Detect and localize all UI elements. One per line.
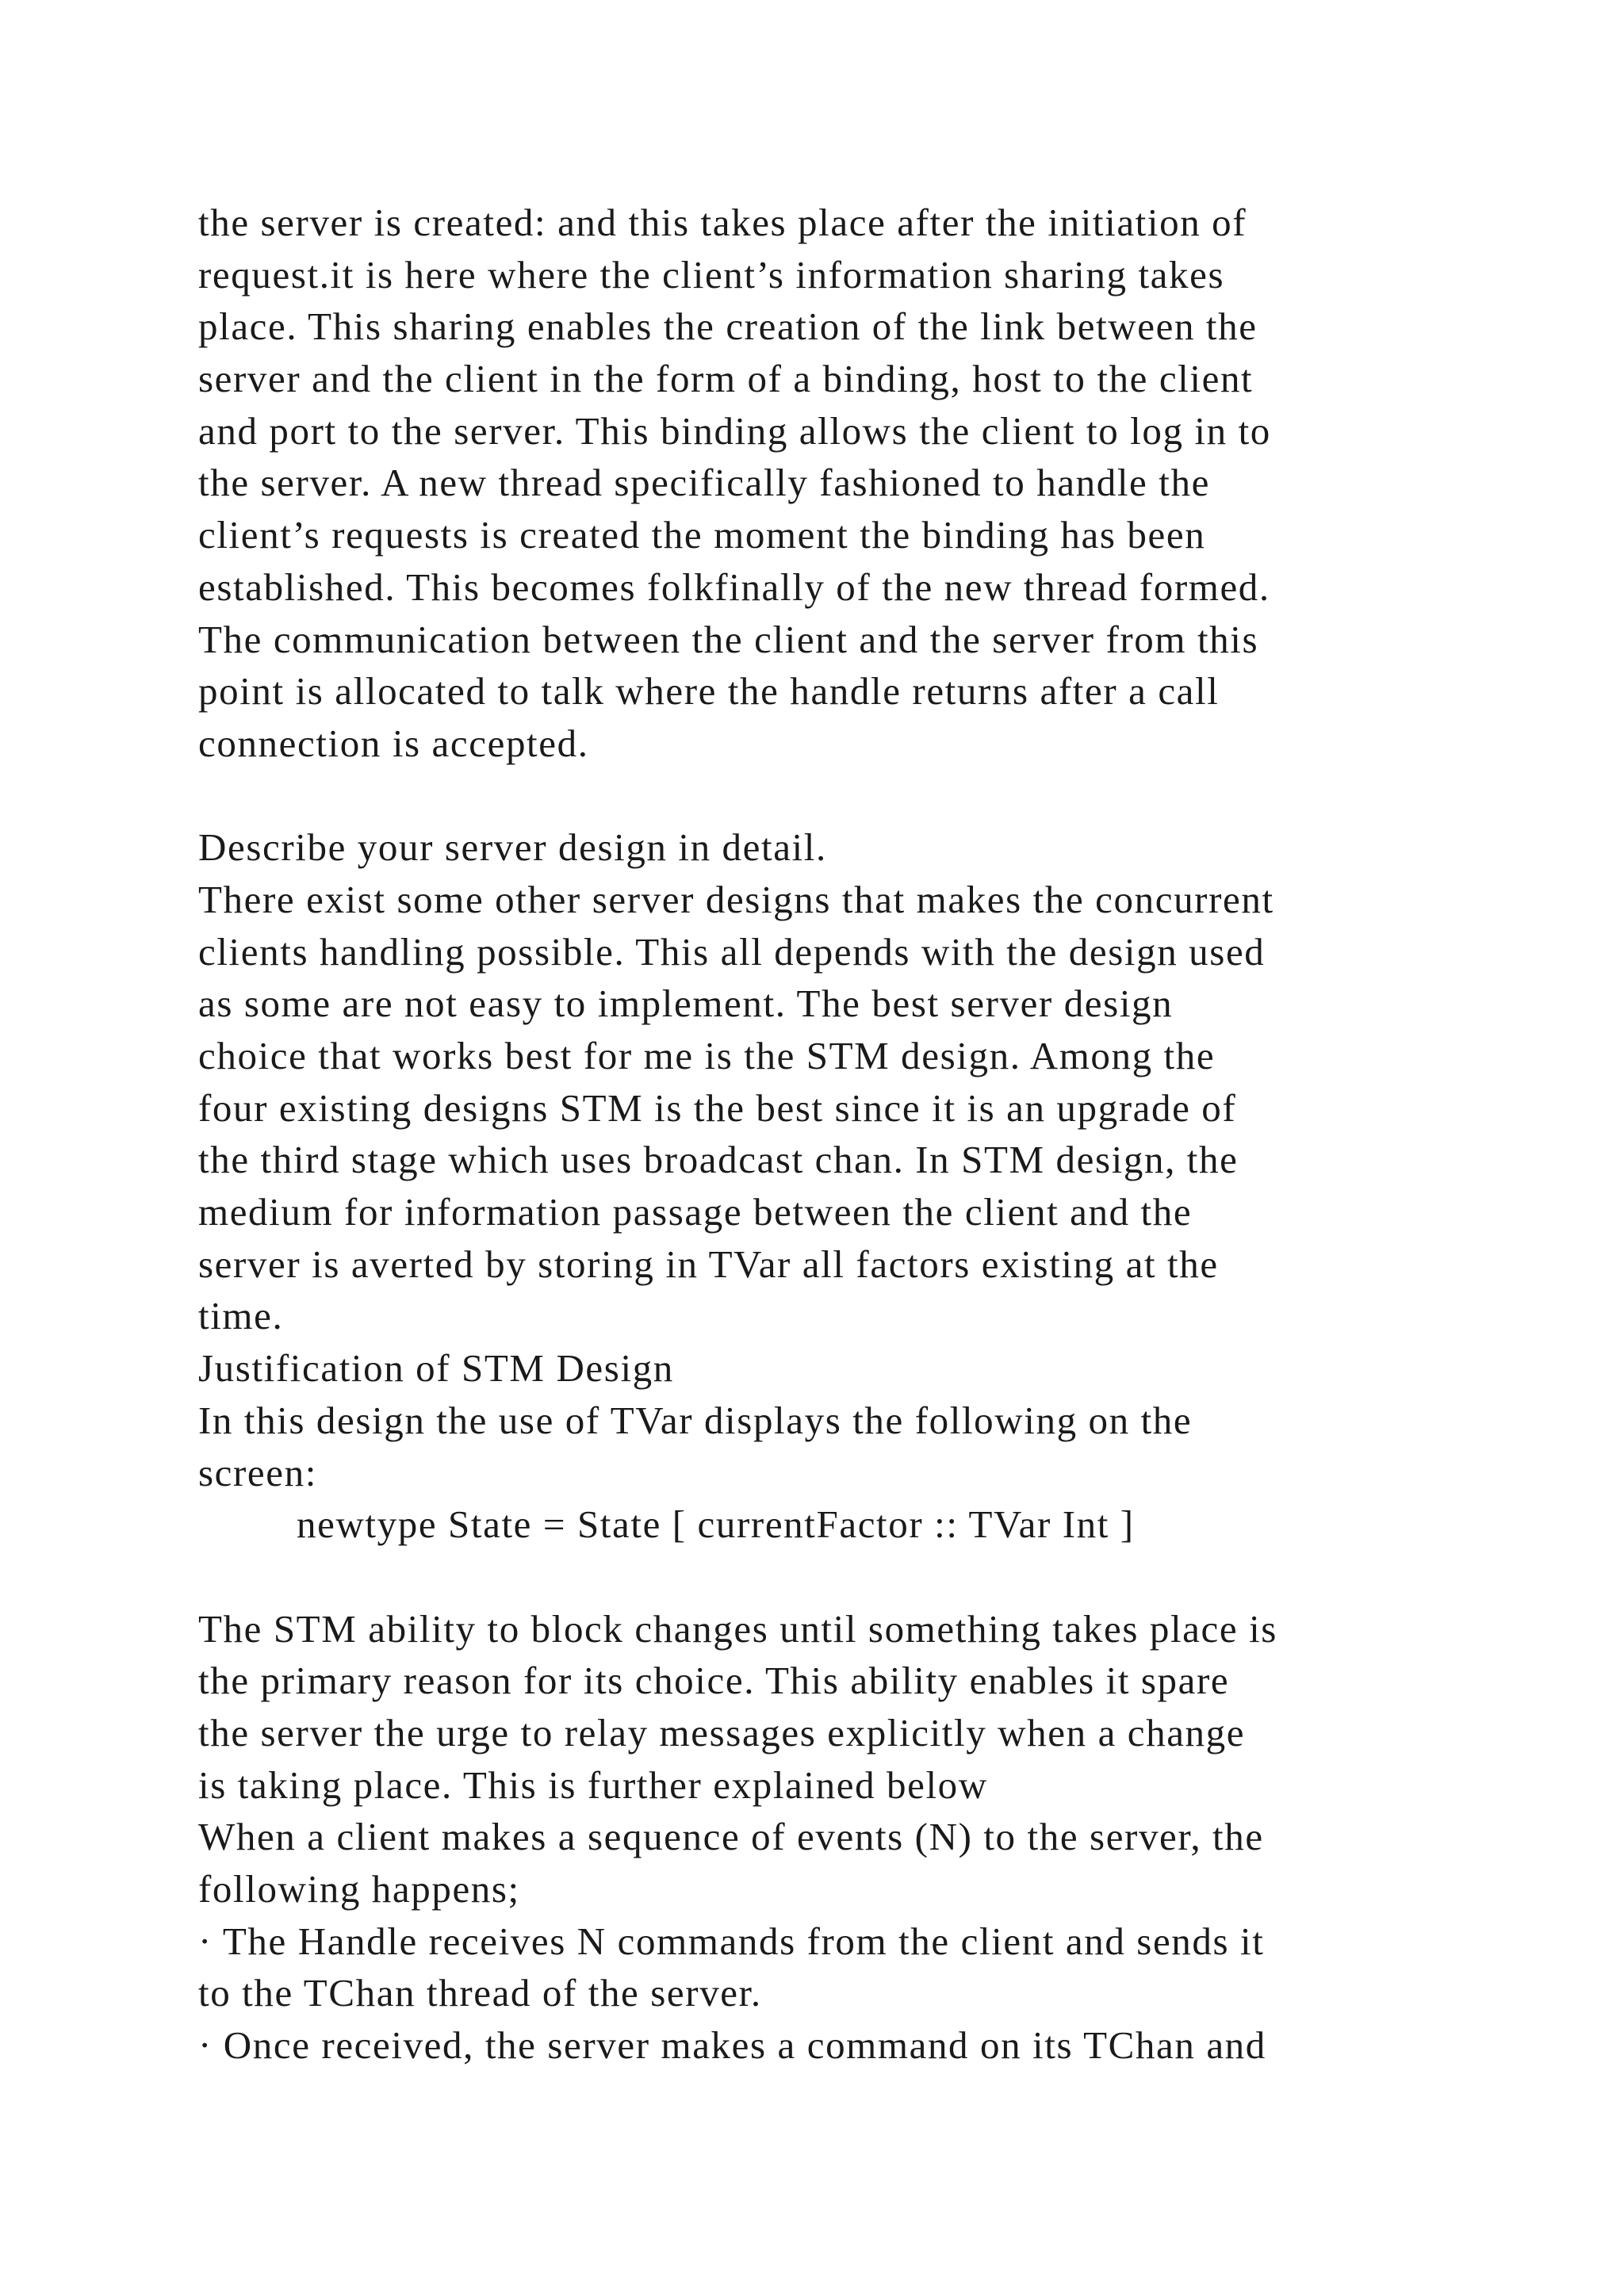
list-item-continuation: to the TChan thread of the server. <box>198 1971 762 2015</box>
document-body <box>198 197 1483 2072</box>
text-line: the server. A new thread specifically fashioned to handle the <box>198 461 1210 505</box>
paragraph-tvar-usage <box>198 1395 1483 1498</box>
code-line: newtype State = State [ currentFactor :: TVar Int ] <box>297 1502 1135 1547</box>
paragraph-stm-ability <box>198 1603 1483 1915</box>
text-line: screen: <box>198 1450 317 1494</box>
text-line: When a client makes a sequence of events (N) to the server, the <box>198 1815 1264 1859</box>
text-line: established. This becomes folkfinally of the new thread formed. <box>198 564 1270 609</box>
text-line: time. <box>198 1294 284 1338</box>
text-line: place. This sharing enables the creation of the link between the <box>198 304 1258 349</box>
text-line: The communication between the client and the server from this <box>198 617 1259 661</box>
text-line: In this design the use of TVar displays the following on the <box>198 1398 1193 1442</box>
text-line: The STM ability to block changes until something takes place is <box>198 1606 1277 1651</box>
section-heading: Justification of STM Design <box>198 1346 674 1391</box>
text-line: the server is created: and this takes place after the initiation of <box>198 201 1247 244</box>
list-item: · The Handle receives N commands from the client and sends it <box>198 1919 1265 1963</box>
text-line: the server the urge to relay messages explicitly when a change <box>198 1710 1246 1755</box>
blank-line <box>198 770 1483 822</box>
text-line: the third stage which uses broadcast chan. In STM design, the <box>198 1138 1239 1182</box>
text-line: choice that works best for me is the STM design. Among the <box>198 1034 1216 1077</box>
text-line: server is averted by storing in TVar all factors existing at the <box>198 1242 1219 1286</box>
text-line: and port to the server. This binding allows the client to log in to <box>198 408 1271 453</box>
text-line: client’s requests is created the moment the binding has been <box>198 513 1206 557</box>
text-line: connection is accepted. <box>198 721 589 765</box>
question-heading: Describe your server design in detail. <box>198 825 827 870</box>
list-item: · Once received, the server makes a command on its TChan and <box>198 2023 1266 2068</box>
text-line: following happens; <box>198 1867 520 1911</box>
bullet-list <box>198 1915 1483 2072</box>
paragraph-server-designs <box>198 874 1483 1342</box>
text-line: four existing designs STM is the best since it is an upgrade of <box>198 1085 1237 1130</box>
text-line: There exist some other server designs that makes the concurrent <box>198 877 1274 921</box>
paragraph-server-creation <box>198 197 1483 770</box>
text-line: request.it is here where the client’s information sharing takes <box>198 252 1225 297</box>
blank-line <box>198 1551 1483 1603</box>
text-line: as some are not easy to implement. The best server design <box>198 982 1174 1026</box>
text-line: server and the client in the form of a binding, host to the client <box>198 357 1254 401</box>
text-line: clients handling possible. This all depends with the design used <box>198 929 1266 974</box>
text-line: point is allocated to talk where the handle returns after a call <box>198 669 1220 714</box>
text-line: the primary reason for its choice. This ability enables it spare <box>198 1659 1230 1703</box>
text-line: medium for information passage between the client and the <box>198 1190 1193 1234</box>
text-line: is taking place. This is further explained below <box>198 1762 988 1807</box>
